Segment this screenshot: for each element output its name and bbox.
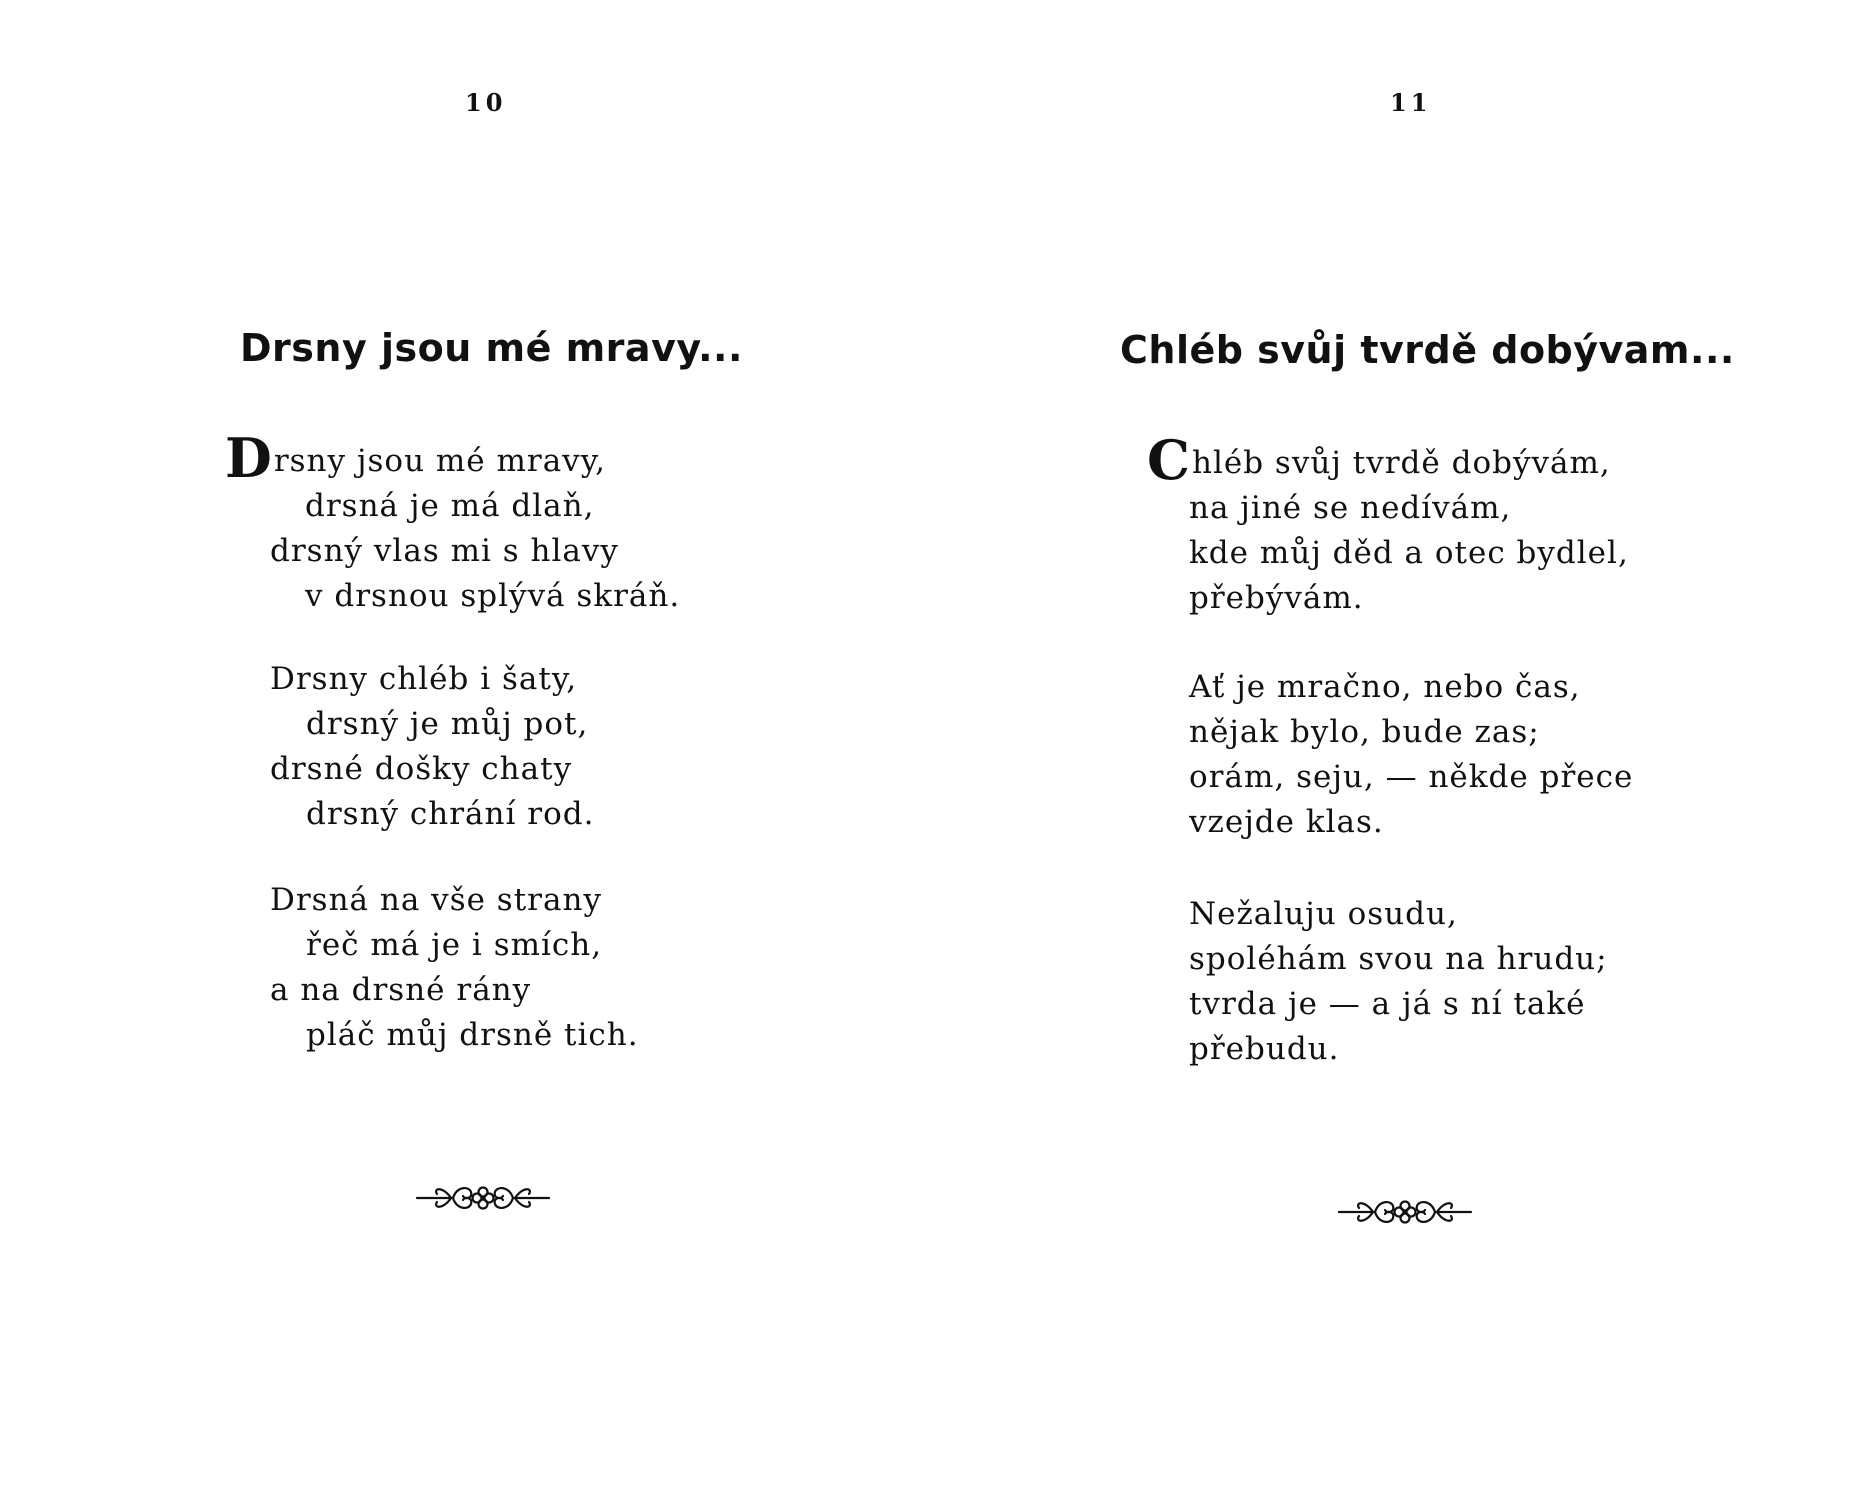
poem-line — [225, 426, 680, 490]
poem-line: přebudu. — [1189, 1031, 1340, 1067]
poem-line: nějak bylo, bude zas; — [1189, 714, 1540, 750]
poem-line: spoléhám svou na hrudu; — [1189, 941, 1608, 977]
poem-line: kde můj děd a otec bydlel, — [1189, 535, 1629, 571]
poem-title: Chléb svůj tvrdě dobývam... — [1120, 328, 1735, 372]
end-ornament-icon — [1335, 1192, 1475, 1232]
poem-line-text: rsny jsou mé mravy, — [273, 443, 606, 479]
poem-line: na jiné se nedívám, — [1189, 490, 1512, 526]
poem-line: vzejde klas. — [1189, 804, 1384, 840]
poem-line-text: hléb svůj tvrdě dobývám, — [1191, 445, 1611, 481]
page-number: 10 — [465, 88, 507, 117]
drop-cap-initial: C — [1147, 428, 1191, 492]
poem-line: Drsná na vše strany — [270, 882, 602, 918]
poem-line: drsná je má dlaň, — [305, 488, 595, 524]
poem-line: přebývám. — [1189, 580, 1364, 616]
poem-line: drsné došky chaty — [270, 751, 573, 787]
stanza-3 — [270, 878, 639, 1058]
poem-line — [1147, 428, 1629, 492]
poem-line: v drsnou splývá skráň. — [305, 578, 681, 614]
poem-line: drsný chrání rod. — [306, 796, 595, 832]
stanza-2 — [1189, 665, 1633, 845]
right-page — [935, 0, 1870, 1500]
poem-line: a na drsné rány — [270, 972, 532, 1008]
poem-line: Nežaluju osudu, — [1189, 896, 1458, 932]
stanza-3 — [1189, 892, 1608, 1072]
poem-line: orám, seju, — někde přece — [1189, 759, 1634, 795]
end-ornament-icon — [413, 1178, 553, 1218]
stanza-2 — [270, 657, 594, 837]
poem-line: drsný vlas mi s hlavy — [270, 533, 619, 569]
poem-line: pláč můj drsně tich. — [306, 1017, 639, 1053]
stanza-1 — [1147, 428, 1629, 621]
poem-line: Drsny chléb i šaty, — [270, 661, 578, 697]
poem-title: Drsny jsou mé mravy... — [240, 326, 743, 370]
poem-line: drsný je můj pot, — [306, 706, 589, 742]
drop-cap-initial: D — [225, 426, 273, 490]
poem-line: Ať je mračno, nebo čas, — [1189, 669, 1581, 705]
poem-line: řeč má je i smích, — [306, 927, 603, 963]
stanza-1 — [225, 426, 681, 619]
page-number: 11 — [1390, 88, 1432, 117]
poem-line: tvrda je — a já s ní také — [1189, 986, 1586, 1022]
